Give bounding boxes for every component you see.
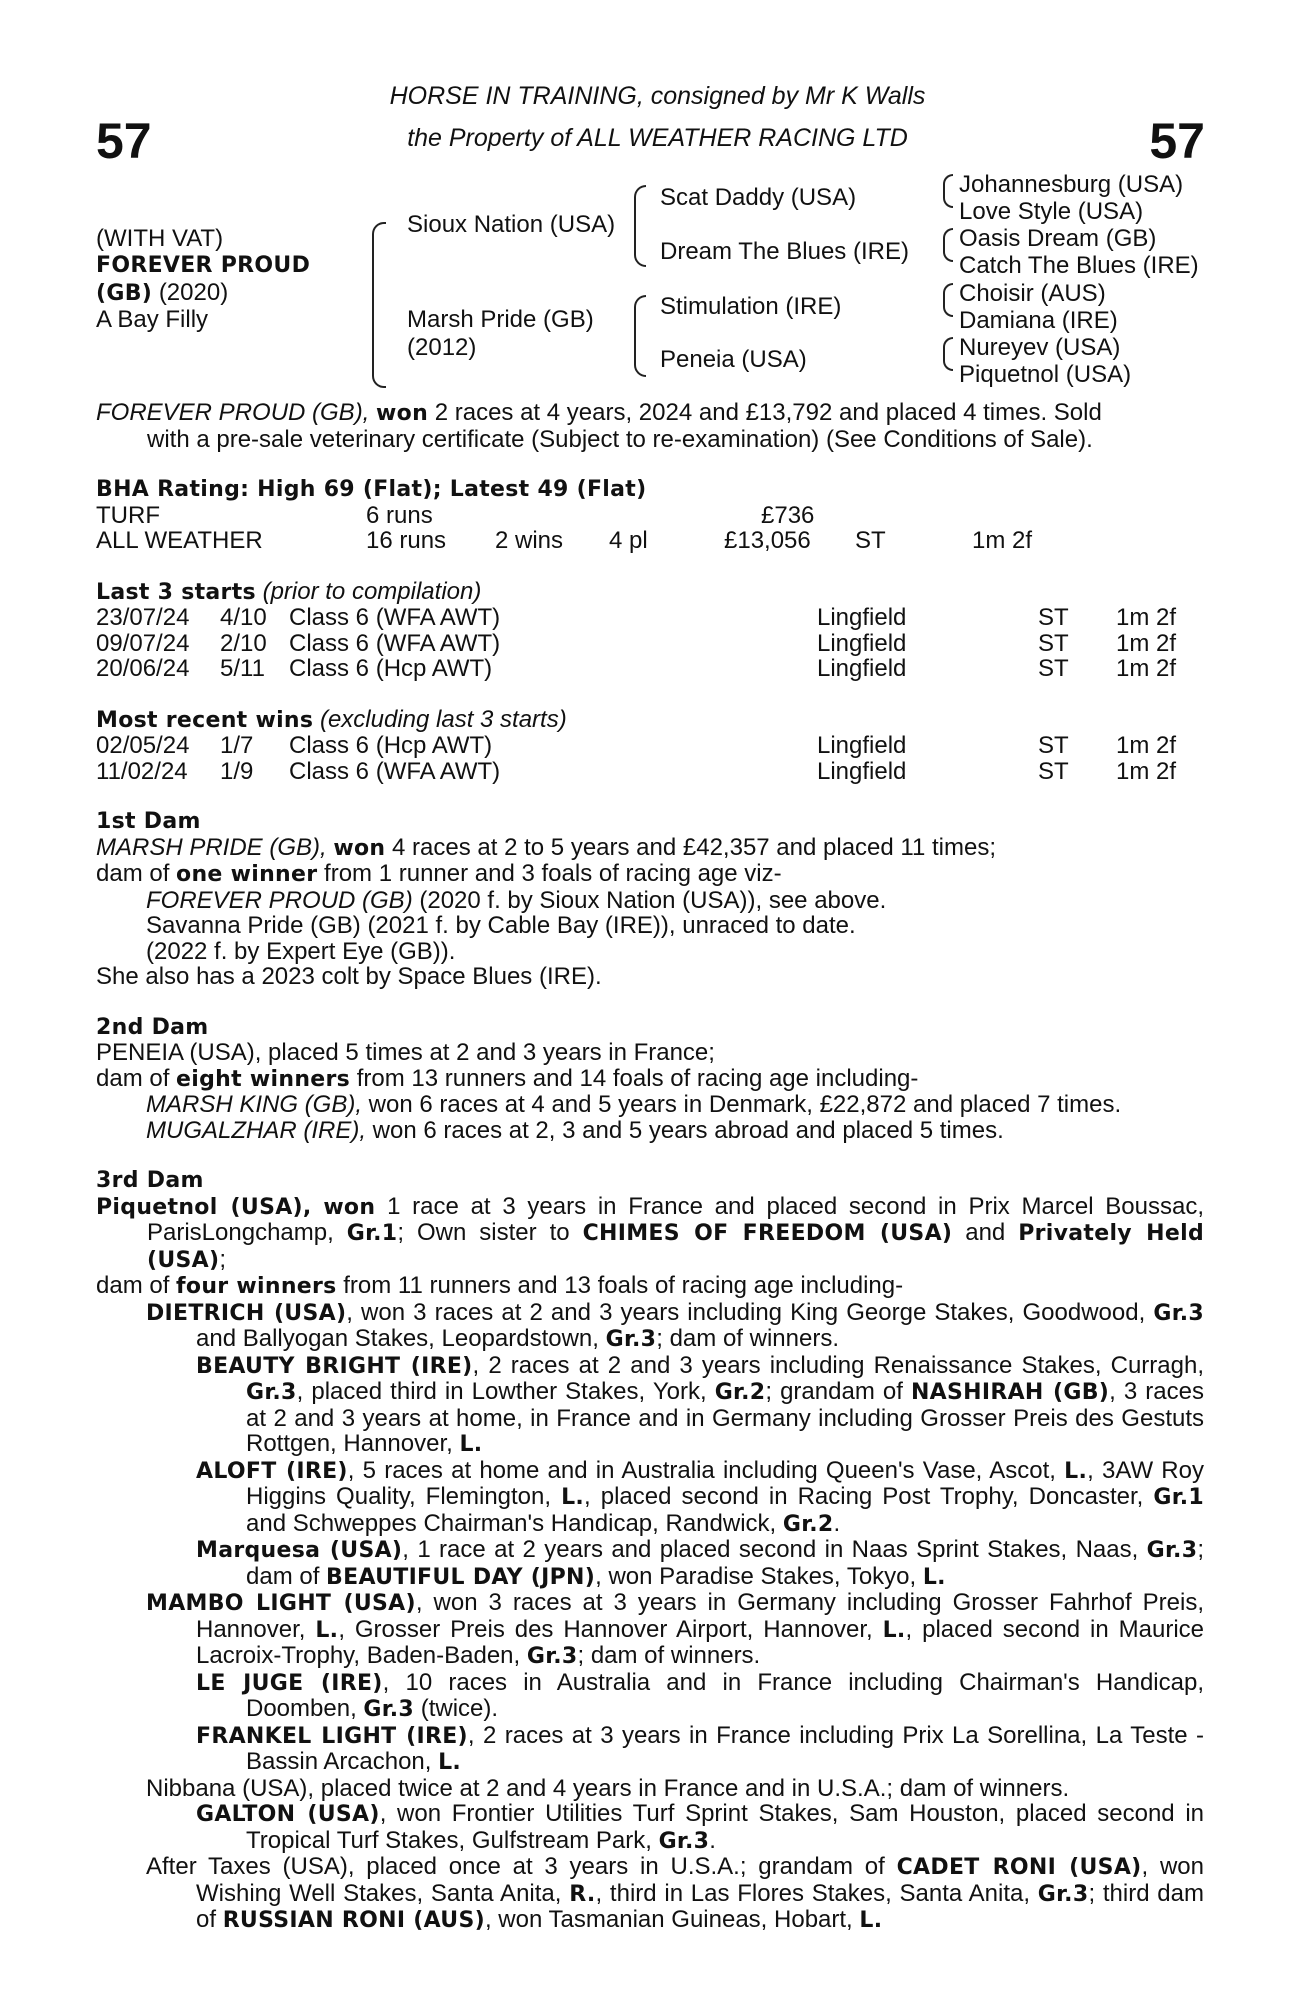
recent-wins-heading: Most recent wins bbox=[96, 707, 314, 733]
second-dam-foals: from 13 runners and 14 foals of racing age including- bbox=[350, 1064, 919, 1092]
race-date: 20/06/24 bbox=[96, 655, 190, 682]
galton-t2: . bbox=[709, 1826, 716, 1854]
marquesa-entry bbox=[96, 1537, 1204, 1590]
piquetnol-gr1: Gr.1 bbox=[346, 1221, 398, 1246]
header-consignor: HORSE IN TRAINING, consigned by Mr K Walls bbox=[389, 82, 926, 110]
last-starts-title bbox=[96, 579, 1204, 606]
last-starts-section bbox=[96, 579, 1204, 682]
le-juge-g1: Gr.3 bbox=[363, 1697, 415, 1722]
second-dam-produce2 bbox=[96, 1118, 1204, 1144]
pedigree-dam-year: (2012) bbox=[407, 334, 477, 361]
beauty-bright-listed: L. bbox=[459, 1432, 483, 1457]
race-course: Lingfield bbox=[817, 655, 907, 682]
first-dam-line1 bbox=[96, 835, 1204, 862]
race-row bbox=[96, 605, 1204, 631]
marquesa-name: Marquesa (USA) bbox=[196, 1538, 403, 1563]
rating-aw-dist: 1m 2f bbox=[972, 527, 1033, 554]
beauty-bright-t2: , placed third in Lowther Stakes, York, bbox=[296, 1378, 715, 1405]
aloft-t5: . bbox=[833, 1509, 841, 1537]
rating-aw-prize: £13,056 bbox=[724, 527, 811, 554]
mambo-light-l2: L. bbox=[882, 1617, 906, 1643]
dietrich-g1: Gr.3 bbox=[1153, 1300, 1204, 1326]
last-starts-rows bbox=[96, 605, 1204, 682]
frankel-light-t1: , 2 races at 3 years in France including Prix La Sorellina, La Teste - Bassin Arcachon, bbox=[246, 1721, 1204, 1775]
le-juge-t2: (twice). bbox=[414, 1695, 499, 1722]
piquetnol-won: won bbox=[323, 1194, 376, 1220]
piquetnol-sibling1: CHIMES OF FREEDOM (USA) bbox=[582, 1221, 953, 1246]
horse-origin bbox=[96, 280, 228, 307]
dietrich-t2: and Ballyogan Stakes, Leopardstown, bbox=[196, 1325, 606, 1352]
first-dam-winners: one winner bbox=[176, 862, 318, 887]
after-taxes-restricted: R. bbox=[569, 1881, 596, 1907]
race-cls: Class 6 (WFA AWT) bbox=[289, 757, 501, 785]
pedigree-sire-sire: Scat Daddy (USA) bbox=[660, 184, 857, 211]
marquesa-g1: Gr.3 bbox=[1146, 1538, 1198, 1563]
last-starts-heading: Last 3 starts bbox=[96, 579, 256, 605]
rating-turf-row bbox=[96, 503, 1204, 529]
nibbana-entry: Nibbana (USA), placed twice at 2 and 4 years in France and in U.S.A.; dam of winners. bbox=[146, 1774, 1070, 1802]
first-dam-foal1 bbox=[96, 888, 1204, 914]
galton-t1: , won Frontier Utilities Turf Sprint Stakes, Sam Houston, placed second in Tropical Turf Stakes, Gulfstream Park, bbox=[246, 1800, 1204, 1854]
after-taxes-listed: L. bbox=[859, 1908, 883, 1933]
pedigree-dam: Marsh Pride (GB) bbox=[407, 306, 594, 333]
mambo-light-entry bbox=[96, 1590, 1204, 1670]
aloft-name: ALOFT (IRE) bbox=[196, 1458, 348, 1484]
header-property: the Property of ALL WEATHER RACING LTD bbox=[407, 124, 908, 152]
pedigree-brace-g3 bbox=[943, 283, 953, 317]
piquetnol-sibling2: Privately Held (USA) bbox=[147, 1221, 1205, 1273]
race-cls: Class 6 (WFA AWT) bbox=[289, 604, 501, 631]
beauty-bright-t4: , 3 races at 2 and 3 years at home, in France and in Germany including Grosser Preis des Gestuts Rottgen, Hannover, bbox=[246, 1378, 1204, 1457]
aloft-l1: L. bbox=[1064, 1458, 1088, 1484]
aloft-t3: , placed second in Racing Post Trophy, Doncaster, bbox=[584, 1483, 1154, 1510]
rating-turf-prize: £736 bbox=[761, 501, 815, 529]
race-dist: 1m 2f bbox=[1116, 732, 1177, 759]
race-course: Lingfield bbox=[817, 604, 907, 631]
foal1-name: FOREVER PROUD (GB) bbox=[146, 886, 413, 914]
pedigree-dam-sire: Stimulation (IRE) bbox=[660, 293, 842, 320]
marquesa-listed: L. bbox=[922, 1564, 946, 1590]
dietrich-name: DIETRICH (USA) bbox=[146, 1300, 347, 1326]
piquetnol-t3: and bbox=[952, 1219, 1019, 1246]
frankel-light-name: FRANKEL LIGHT (IRE) bbox=[196, 1723, 468, 1749]
after-taxes-entry bbox=[96, 1854, 1204, 1934]
second-dam-line1: PENEIA (USA), placed 5 times at 2 and 3 years in France; bbox=[96, 1039, 715, 1066]
pedigree-ggp-5: Choisir (AUS) bbox=[959, 280, 1106, 307]
first-dam-name: MARSH PRIDE (GB), bbox=[96, 833, 327, 861]
race-pos: 1/7 bbox=[220, 732, 254, 759]
after-taxes-t3: , third in Las Flores Stakes, Santa Anita, bbox=[595, 1879, 1038, 1907]
recent-wins-title bbox=[96, 707, 1204, 734]
third-dam-produce-line bbox=[96, 1273, 1204, 1300]
race-date: 11/02/24 bbox=[96, 757, 188, 785]
aloft-entry bbox=[96, 1458, 1204, 1538]
summary-text1: 2 races at 4 years, 2024 and £13,792 and placed 4 times. Sold bbox=[428, 399, 1102, 426]
first-dam-line2 bbox=[96, 861, 1204, 888]
after-taxes-t2: , won Wishing Well Stakes, Santa Anita, bbox=[196, 1853, 1204, 1907]
rating-aw-placed: 4 pl bbox=[609, 527, 648, 554]
third-dam-foals: from 11 runners and 13 foals of racing age including- bbox=[336, 1272, 904, 1299]
third-dam-title: 3rd Dam bbox=[96, 1168, 204, 1193]
rating-aw-label: ALL WEATHER bbox=[96, 527, 263, 554]
frankel-light-entry bbox=[96, 1723, 1204, 1776]
dietrich-t3: ; dam of winners. bbox=[656, 1325, 839, 1352]
rating-aw-wins: 2 wins bbox=[495, 527, 564, 554]
race-row bbox=[96, 656, 1204, 682]
after-taxes-t4: ; third dam of bbox=[196, 1879, 1204, 1933]
rating-aw-runs: 16 runs bbox=[366, 527, 447, 554]
race-going: ST bbox=[1038, 655, 1069, 682]
third-dam-winners: four winners bbox=[176, 1274, 337, 1299]
produce1-name: MARSH KING (GB), bbox=[146, 1091, 363, 1118]
first-dam-pre: dam of bbox=[96, 860, 177, 887]
pedigree-ggp-1: Johannesburg (USA) bbox=[959, 171, 1184, 198]
produce1-detail: won 6 races at 4 and 5 years in Denmark, £22,872 and placed 7 times. bbox=[362, 1091, 1122, 1118]
pedigree-ggp-3: Oasis Dream (GB) bbox=[959, 225, 1157, 252]
race-pos: 1/9 bbox=[220, 757, 254, 785]
race-course: Lingfield bbox=[817, 732, 907, 759]
race-course: Lingfield bbox=[817, 629, 907, 657]
mambo-light-l1: L. bbox=[315, 1617, 339, 1643]
after-taxes-t1: After Taxes (USA), placed once at 3 years in U.S.A.; grandam of bbox=[146, 1853, 897, 1880]
le-juge-entry bbox=[96, 1670, 1204, 1723]
second-dam-section bbox=[96, 1015, 1204, 1144]
pedigree-ggp-8: Piquetnol (USA) bbox=[959, 361, 1132, 388]
summary-won: won bbox=[376, 401, 429, 426]
race-cls: Class 6 (Hcp AWT) bbox=[289, 732, 493, 759]
galton-g1: Gr.3 bbox=[658, 1828, 710, 1854]
foal1-detail: (2020 f. by Sioux Nation (USA)), see above. bbox=[412, 886, 887, 914]
piquetnol-t1: 1 race at 3 years in France and placed second in Prix Marcel Boussac, ParisLongchamp, bbox=[147, 1192, 1204, 1246]
second-dam-produce1 bbox=[96, 1092, 1204, 1118]
aloft-t1: , 5 races at home and in Australia including Queen's Vase, Ascot, bbox=[347, 1456, 1065, 1484]
summary bbox=[96, 400, 1204, 452]
last-starts-note: (prior to compilation) bbox=[255, 577, 482, 605]
aloft-t4: and Schweppes Chairman's Handicap, Randwick, bbox=[246, 1509, 783, 1537]
recent-wins-note: (excluding last 3 starts) bbox=[313, 705, 567, 733]
marquesa-t2: ; dam of bbox=[246, 1536, 1204, 1590]
race-going: ST bbox=[1038, 732, 1069, 759]
race-pos: 2/10 bbox=[220, 629, 267, 657]
race-date: 23/07/24 bbox=[96, 604, 190, 631]
first-dam-colt: She also has a 2023 colt by Space Blues (IRE). bbox=[96, 963, 602, 990]
beauty-bright-t1: , 2 races at 2 and 3 years including Renaissance Stakes, Curragh, bbox=[472, 1351, 1204, 1379]
dietrich-t1: , won 3 races at 2 and 3 years including King George Stakes, Goodwood, bbox=[346, 1298, 1154, 1326]
race-row bbox=[96, 733, 1204, 759]
produce2-name: MUGALZHAR (IRE), bbox=[146, 1116, 367, 1144]
race-dist: 1m 2f bbox=[1116, 604, 1177, 631]
cadet-roni-name: CADET RONI (USA) bbox=[896, 1855, 1142, 1880]
race-going: ST bbox=[1038, 757, 1069, 785]
race-dist: 1m 2f bbox=[1116, 655, 1177, 682]
race-row bbox=[96, 759, 1204, 785]
summary-name: FOREVER PROUD (GB), bbox=[96, 399, 370, 426]
dietrich-entry bbox=[96, 1300, 1204, 1353]
beauty-bright-g2: Gr.2 bbox=[714, 1380, 766, 1405]
mambo-light-t4: ; dam of winners. bbox=[577, 1642, 761, 1669]
beauty-bright-entry bbox=[96, 1353, 1204, 1458]
horse-country: (GB) bbox=[96, 281, 153, 306]
race-cls: Class 6 (WFA AWT) bbox=[289, 629, 501, 657]
catalogue-body bbox=[96, 400, 1204, 1934]
pedigree-brace-main bbox=[372, 222, 386, 388]
mambo-light-t2: , Grosser Preis des Hannover Airport, Hannover, bbox=[338, 1615, 883, 1643]
galton-entry bbox=[96, 1801, 1204, 1854]
beautiful-day-name: BEAUTIFUL DAY (JPN) bbox=[326, 1564, 596, 1590]
race-date: 09/07/24 bbox=[96, 629, 190, 657]
first-dam-section bbox=[96, 809, 1204, 990]
first-dam-foal2: Savanna Pride (GB) (2021 f. by Cable Bay (IRE)), unraced to date. bbox=[146, 912, 856, 939]
beauty-bright-name: BEAUTY BRIGHT (IRE) bbox=[196, 1353, 473, 1379]
race-date: 02/05/24 bbox=[96, 732, 190, 759]
third-dam-piquetnol bbox=[96, 1194, 1204, 1274]
mambo-light-g1: Gr.3 bbox=[526, 1644, 578, 1669]
piquetnol-t4: ; bbox=[219, 1245, 227, 1273]
second-dam-pre: dam of bbox=[96, 1064, 177, 1092]
pedigree-ggp-7: Nureyev (USA) bbox=[959, 334, 1121, 361]
pedigree-ggp-6: Damiana (IRE) bbox=[959, 307, 1118, 334]
pedigree-ggp-2: Love Style (USA) bbox=[959, 198, 1144, 225]
after-taxes-g1: Gr.3 bbox=[1037, 1881, 1089, 1907]
pedigree-brace-sire bbox=[634, 185, 646, 267]
le-juge-t1: , 10 races in Australia and in France including Chairman's Handicap, Doomben, bbox=[246, 1668, 1204, 1722]
first-dam-foals: from 1 runner and 3 foals of racing age viz- bbox=[317, 860, 782, 887]
pedigree-ggp-4: Catch The Blues (IRE) bbox=[959, 252, 1199, 279]
rating-turf-runs: 6 runs bbox=[366, 501, 433, 529]
dietrich-g2: Gr.3 bbox=[605, 1327, 657, 1352]
pedigree-brace-dam bbox=[634, 295, 646, 377]
pedigree-brace-g2 bbox=[943, 228, 953, 262]
frankel-light-listed: L. bbox=[438, 1750, 462, 1775]
race-going: ST bbox=[1038, 629, 1069, 657]
second-dam-winners: eight winners bbox=[176, 1066, 351, 1092]
lot-number-right: 57 bbox=[1149, 113, 1205, 169]
rating-turf-label: TURF bbox=[96, 501, 160, 529]
race-dist: 1m 2f bbox=[1116, 629, 1177, 657]
le-juge-name: LE JUGE (IRE) bbox=[196, 1670, 383, 1696]
race-dist: 1m 2f bbox=[1116, 757, 1177, 785]
first-dam-won: won bbox=[333, 835, 386, 861]
recent-wins-rows bbox=[96, 733, 1204, 784]
marquesa-t3: , won Paradise Stakes, Tokyo, bbox=[595, 1562, 923, 1590]
after-taxes-t5: , won Tasmanian Guineas, Hobart, bbox=[484, 1906, 860, 1933]
horse-name: FOREVER PROUD bbox=[96, 253, 311, 278]
vat-label: (WITH VAT) bbox=[96, 225, 224, 252]
second-dam-line2 bbox=[96, 1066, 1204, 1093]
lot-number-left: 57 bbox=[96, 113, 152, 169]
aloft-g2: Gr.2 bbox=[782, 1511, 834, 1537]
beauty-bright-g1: Gr.3 bbox=[246, 1380, 297, 1405]
race-pos: 4/10 bbox=[220, 604, 267, 631]
mambo-light-t1: , won 3 races at 3 years in Germany including Grosser Fahrhof Preis, Hannover, bbox=[196, 1589, 1205, 1643]
aloft-l2: L. bbox=[561, 1485, 585, 1510]
race-pos: 5/11 bbox=[220, 655, 265, 682]
produce2-detail: won 6 races at 2, 3 and 5 years abroad and placed 5 times. bbox=[366, 1116, 1004, 1144]
rating-aw-row bbox=[96, 528, 1204, 554]
race-cls: Class 6 (Hcp AWT) bbox=[289, 655, 493, 682]
piquetnol-name: Piquetnol (USA), bbox=[96, 1194, 312, 1220]
aloft-t2: , 3AW Roy Higgins Quality, Flemington, bbox=[246, 1456, 1204, 1510]
beauty-bright-t3: ; grandam of bbox=[765, 1378, 911, 1405]
third-dam-section bbox=[96, 1168, 1204, 1934]
pedigree-dam-dam: Peneia (USA) bbox=[660, 346, 807, 373]
rating-aw-going: ST bbox=[855, 527, 886, 554]
race-course: Lingfield bbox=[817, 757, 907, 785]
mambo-light-t3: , placed second in Maurice Lacroix-Trophy, Baden-Baden, bbox=[196, 1615, 1204, 1669]
race-going: ST bbox=[1038, 604, 1069, 631]
recent-wins-section bbox=[96, 707, 1204, 785]
pedigree-sire-dam: Dream The Blues (IRE) bbox=[660, 238, 909, 265]
race-row bbox=[96, 631, 1204, 657]
pedigree-sire: Sioux Nation (USA) bbox=[407, 211, 616, 238]
aloft-g1: Gr.1 bbox=[1153, 1485, 1204, 1510]
horse-description: A Bay Filly bbox=[96, 306, 209, 333]
rating-section bbox=[96, 477, 1204, 554]
pedigree-brace-g4 bbox=[943, 337, 953, 371]
rating-title: BHA Rating: High 69 (Flat); Latest 49 (Flat) bbox=[96, 477, 647, 502]
horse-year: (2020) bbox=[158, 279, 229, 306]
galton-name: GALTON (USA) bbox=[196, 1802, 380, 1827]
third-dam-pre: dam of bbox=[96, 1272, 177, 1299]
marquesa-t1: , 1 race at 2 years and placed second in Naas Sprint Stakes, Naas, bbox=[402, 1536, 1147, 1563]
first-dam-title: 1st Dam bbox=[96, 809, 201, 834]
summary-text2: with a pre-sale veterinary certificate (Subject to re-examination) (See Conditions of Sale). bbox=[147, 425, 1093, 453]
pedigree-brace-g1 bbox=[943, 174, 953, 208]
piquetnol-t2: ; Own sister to bbox=[397, 1219, 583, 1246]
russian-roni-name: RUSSIAN RONI (AUS) bbox=[222, 1908, 485, 1933]
first-dam-foal3: (2022 f. by Expert Eye (GB)). bbox=[146, 937, 456, 965]
second-dam-title: 2nd Dam bbox=[96, 1014, 209, 1040]
mambo-light-name: MAMBO LIGHT (USA) bbox=[146, 1591, 416, 1616]
first-dam-record: 4 races at 2 to 5 years and £42,357 and placed 11 times; bbox=[385, 833, 996, 861]
nashirah-name: NASHIRAH (GB) bbox=[910, 1380, 1110, 1405]
